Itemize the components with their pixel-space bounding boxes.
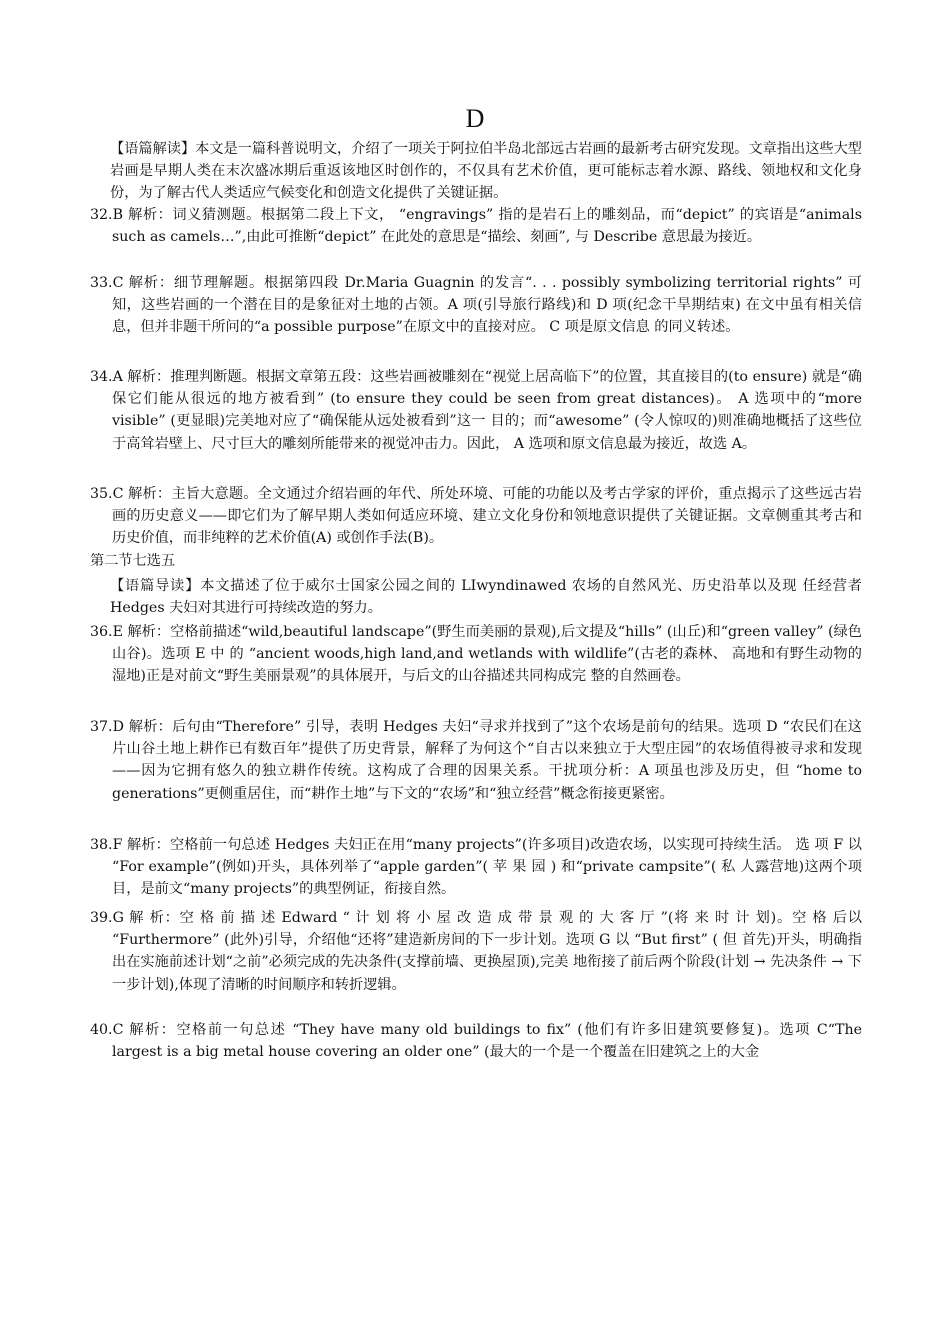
section-title: D: [465, 104, 485, 133]
section-heading: 第二节七选五: [90, 553, 176, 569]
answer-37: 37.D 解析：后句由“Therefore” 引导，表明 Hedges 夫妇“寻求并找到了”这个农场是前句的结果。选项 D “农民们在这片山谷土地上耕作已有数百年”提供了历史背景，解释了为何这个“自古以来独立于大型庄园”的农场值得被寻求和发现——因为它拥有悠久的独立耕作传统。这构成了合理的因果关系。干扰项分析：A 项虽也涉及历史，但 “home to generations”更侧重居住，而“耕作土地”与下文的“农场”和“独立经营”概念衔接更紧密。: [90, 719, 862, 802]
answer-34: 34.A 解析：推理判断题。根据文章第五段：这些岩画被雕刻在“视觉上居高临下”的位置，其直接目的(to ensure) 就是“确保它们能从很远的地方被看到” (to ensure they could be seen from great distances)。 A 选项中的“more visible” (更显眼)完美地对应了“确保能从远处被看到”这一 目的；而“awesome” (令人惊叹的)则准确地概括了这些位于高耸岩壁上、尺寸巨大的雕刻所能带来的视觉冲击力。因此， A 选项和原文信息最为接近，故选 A。: [90, 369, 862, 452]
answer-36: 36.E 解析：空格前描述“wild,beautiful landscape”(野生而美丽的景观),后文提及“hills” (山丘)和“green valley” (绿色山谷)。选项 E 中 的 “ancient woods,high land,and wetlands with wildlife”(古老的森林、 高地和有野生动物的湿地)正是对前文“野生美丽景观”的具体展开，与后文的山谷描述共同构成完 整的自然画卷。: [90, 624, 862, 685]
passage-d-intro: 【语篇解读】本文是一篇科普说明文，介绍了一项关于阿拉伯半岛北部远古岩画的最新考古研究发现。文章指出这些大型岩画是早期人类在末次盛冰期后重返该地区时创作的，不仅具有艺术价值，更可能标志着水源、路线、领地权和文化身份，为了解古代人类适应气候变化和创造文化提供了关键证据。: [110, 141, 862, 202]
section-intro: 【语篇导读】本文描述了位于威尔士国家公园之间的 LIwyndinawed 农场的自然风光、历史沿革以及现 任经营者 Hedges 夫妇对其进行可持续改造的努力。: [110, 578, 862, 617]
answer-32: 32.B 解析：词义猜测题。根据第二段上下文， “engravings” 指的是岩石上的雕刻品，而“depict” 的宾语是“animals such as camels…”,由此可推断“depict” 在此处的意思是“描绘、刻画”, 与 Describe 意思最为接近。: [90, 207, 862, 246]
answer-33: 33.C 解析：细节理解题。根据第四段 Dr.Maria Guagnin 的发言“. . . possibly symbolizing territorial rights” 可知，这些岩画的一个潜在目的是象征对土地的占领。A 项(引导旅行路线)和 D 项(纪念干旱期结束) 在文中虽有相关信息，但并非题干所问的“a possible purpose”在原文中的直接对应。 C 项是原文信息 的同义转述。: [90, 275, 862, 336]
answer-38: 38.F 解析：空格前一句总述 Hedges 夫妇正在用“many projects”(许多项目)改造农场，以实现可持续生活。 选 项 F 以 “For example”(例如)开头，具体列举了“apple garden”( 苹 果 园 ) 和“private campsite”( 私 人露营地)这两个项目，是前文“many projects”的典型例证，衔接自然。: [90, 837, 862, 898]
answer-35: 35.C 解析：主旨大意题。全文通过介绍岩画的年代、所处环境、可能的功能以及考古学家的评价，重点揭示了这些远古岩画的历史意义——即它们为了解早期人类如何适应环境、建立文化身份和领地意识提供了关键证据。文章侧重其考古和历史价值，而非纯粹的艺术价值(A) 或创作手法(B)。: [90, 486, 862, 547]
answer-39: 39.G 解 析：空 格 前 描 述 Edward “ 计 划 将 小 屋 改 造 成 带 景 观 的 大 客 厅 ”(将 来 时 计 划)。空 格 后以 “Furthermore” (此外)引导，介绍他“还将”建造新房间的下一步计划。选项 G 以 “But first” ( 但 首先)开头，明确指出在实施前述计划“之前”必须完成的先决条件(支撑前墙、更换屋顶),完美 地衔接了前后两个阶段(计划 → 先决条件 → 下一步计划),体现了清晰的时间顺序和转折逻辑。: [90, 910, 862, 993]
answer-40: 40.C 解析：空格前一句总述 “They have many old buildings to fix” (他们有许多旧建筑要修复)。选项 C“The largest is a big metal house covering an older one” (最大的一个是一个覆盖在旧建筑之上的大金: [90, 1022, 862, 1061]
